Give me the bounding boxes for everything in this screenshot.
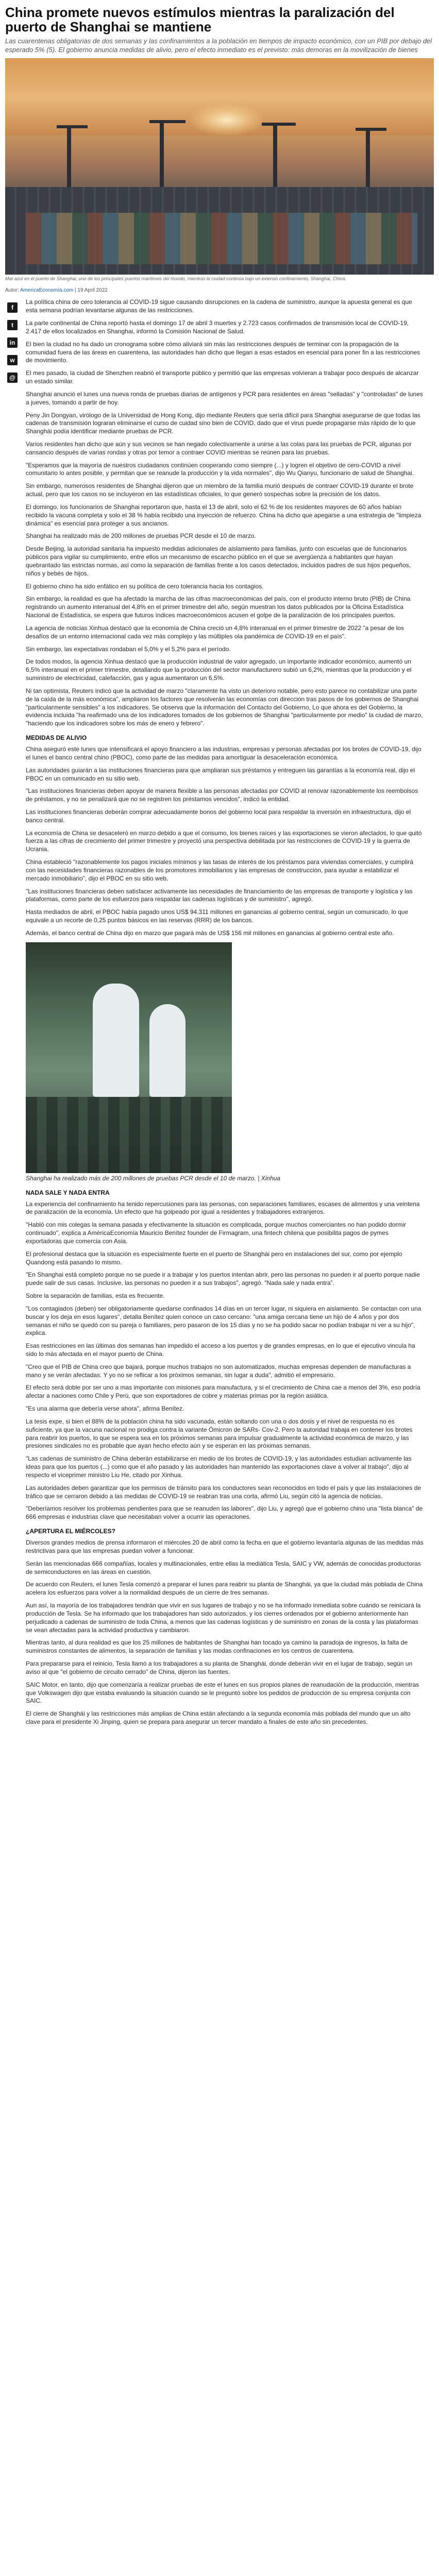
paragraph: "Esperamos que la mayoría de nuestros ciudadanos continúen cooperando como siempre (...) y logren el objetivo de cero-COVID a nivel comunitario lo antes posible, y permitan que se reanude la producción y la vida normales", dijo Wu Qianyu, funcionario de salud de Shanghai. <box>26 461 414 477</box>
hero-crane-arm <box>356 128 386 131</box>
photo-caption: Shanghai ha realizado más de 200 millones de pruebas PCR desde el 10 de marzo. | Xinhua <box>26 1174 281 1182</box>
paragraph: Las autoridades guiarán a las instituciones financieras para que ampliaran sus préstamos y entreguen las garantías a la economía real, dijo el PBOC en un comunicado en su sitio web. <box>26 766 415 782</box>
byline-date: | 19 April 2022 <box>73 287 108 294</box>
paragraph: "Las instituciones financieras deben apoyar de manera flexible a las personas afectadas por COVID al renovar razonablemente los reembolsos de préstamos, y no se penalizará que no se registren los préstamos vencidos", indicó la entidad. <box>26 787 418 803</box>
twitter-icon[interactable]: t <box>7 320 18 330</box>
section-heading-apertura: ¿APERTURA EL MIÉRCOLES? <box>26 1528 116 1535</box>
linkedin-icon[interactable]: in <box>7 337 18 348</box>
paragraph: "Las cadenas de suministro de China deberán estabilizarse en medio de los brotes de COVID-19, y las autoridades estudian activamente las ideas para que los puertos (...) como que el año pasado y las autoridades han mantenido las exportaciones clave a volver al trabajo", dijo al respecto el viceprimer ministro Liu He, citado por Xinhua. <box>26 1455 412 1479</box>
paragraph: China aseguró este lunes que intensificará el apoyo financiero a las industrias, empresas y personas afectadas por los brotes de COVID-19, dijo el lunes el banco central chino (PBOC), como parte de las medidas para amortiguar la desaceleración económica. <box>26 745 421 761</box>
paragraph: El efecto será doble por ser uno a mas importante con misiones para manufactura, y si el crecimiento de China cae a menos del 3%, eso podría afectar a naciones como Chile y Perú, que son exportadores de cobre y materias primas por la región asiática. <box>26 1384 420 1400</box>
hero-crane-arm <box>57 125 88 128</box>
byline-source-link[interactable]: AmericaEconomía.com <box>20 287 74 294</box>
paragraph: Serán las mencionadas 666 compañías, locales y multinacionales, entre ellas la mediática Tesla, SAIC y VW, además de conocidas productoras de semiconductores en las áreas en cuestión. <box>26 1560 421 1575</box>
paragraph: Las autoridades deben garantizar que los permisos de tránsito para los conductores sean reconocidos en todo el país y que las instalaciones de tráfico que se cerraron debido a las medidas de COVID-19 se reabran tras una corta, afirmó Liu, según citó la agencia de noticias. <box>26 1484 421 1500</box>
paragraph: De acuerdo con Reuters, el lunes Tesla comenzó a preparar el lunes para reabrir su planta de Shanghái, ya que la ciudad más poblada de China acelera los esfuerzos para volver a la normalidad después de un cierre de tres semanas. <box>26 1581 423 1597</box>
paragraph: El domingo, los funcionarios de Shanghai reportaron que, hasta el 13 de abril, solo el 62 % de los residentes mayores de 60 años habían recibido la vacuna completa y solo el 38 % había recibido una inyección de refuerzo. China ha dicho que apegarse a una estrategia de "limpieza dinámica" es esencial para proteger a sus ancianos. <box>26 503 421 527</box>
paragraph: "Las instituciones financieras deben satisfacer activamente las necesidades de financiamiento de las empresas de transporte y logística y las plataformas, como parte de los esfuerzos para respaldar las cadenas logísticas y de suministro", agregó. <box>26 887 413 903</box>
paragraph: "Es una alarma que debería verse ahora", afirma Benítez. <box>26 1405 184 1413</box>
whatsapp-icon[interactable]: w <box>7 355 18 365</box>
paragraph: "Habló con mis colegas la semana pasada y efectivamente la situación es complicada, porque muchos comerciantes no han podido dormir continuado", explica a AméricaEconomía Mauricio Benítez founder de Firmagram, una fintech chilena que posibilita pagos de pymes exportadoras que comercia con Asia. <box>26 1221 406 1245</box>
hero-crane-arm <box>262 123 296 126</box>
hero-crane <box>273 123 277 192</box>
paragraph: La política china de cero tolerancia al COVID-19 sigue causando disrupciones en la cadena de suministro, aunque la apuesta general es que esta semana podrían levantarse algunas de las restricciones. <box>26 298 412 314</box>
paragraph: Shanghai anunció el lunes una nueva ronda de pruebas diarias de antígenos y PCR para residentes en áreas "selladas" y "controladas" de lunes a jueves, tomando a partir de hoy. <box>26 390 423 406</box>
paragraph: La parte continental de China reportó hasta el domingo 17 de abril 3 muertes y 2.723 casos confirmados de transmisión local de COVID-19, 2.417 de ellos localizados en Shanghai, informó la Comisión Nacional de Salud. <box>26 319 409 335</box>
paragraph: Sin embargo, las expectativas rondaban el 5,0% y el 5,2% para el período. <box>26 645 231 653</box>
paragraph: Hasta mediados de abril, el PBOC había pagado unos US$ 94.311 millones en ganancias al gobierno central, según un comunicado, lo que equivale a un recorte de 0,25 puntos básicos en las reservas (RRR) de los bancos. <box>26 908 409 924</box>
paragraph: La agencia de noticias Xinhua destacó que la economía de China creció un 4,8% interanual en el primer trimestre de 2022 "a pesar de los desafíos de un entorno internacional cada vez más complejo y las múltiples ola pandémica de COVID-19 en el país". <box>26 624 404 640</box>
paragraph: El cierre de Shanghái y las restricciones más amplias de China están afectando a la segunda economía más poblada del mundo que un alto clave para el presidente Xi Jinping, quien se prepara para asegurar un tercer mandato a finales de este año sin precedentes. <box>26 1710 411 1725</box>
hero-image-port <box>5 58 434 275</box>
email-icon[interactable]: @ <box>7 372 18 383</box>
paragraph: "Deberíamos resolver los problemas pendientes para que se reanuden las labores", dijo Liu, y agregó que el gobierno chino una "lista blanca" de 666 empresas e industrias clave que necesitaban volver a ocurrir las operaciones. <box>26 1505 423 1521</box>
hero-crane <box>67 125 71 192</box>
paragraph: Además, el banco central de China dijo en marzo que pagará más de US$ 156 mil millones en ganancias al gobierno central este año. <box>26 929 394 937</box>
paragraph: Ni tan optimista, Reuters indicó que la actividad de marzo "claramente ha visto un deterioro notable, pero esto parece no contabilizar una parte de la caída de la más económica", ampliaron los factores que resolverán las economías con dirección tras pasos de los gobiernos de Shanghai "particularmente sensibles" a los indicadores. Se observa que la información del Contacto del Gobierno, Lo que ahora es del Gobierno, la evidencia incluida "ha reafirmado una de los indicadores tomados de los gobiernos de Shanghai "particularmente por medio" la ciudad de marzo, "haciendo que los indicadores sobre los más de enero y febrero". <box>26 687 423 727</box>
hero-crane-arm <box>149 120 185 123</box>
paragraph: Peny Jin Dongyan, virólogo de la Universidad de Hong Kong, dijo mediante Reuters que sería difícil para Shanghai asegurarse de que todas las cadenas de transmisión lograran eliminarse el curso de cuidad sino bien de COVID, dado que el virus puede propagarse más rápido de lo que Shanghái podía identificar mediante pruebas de PCR. <box>26 411 420 435</box>
paragraph: De todos modos, la agencia Xinhua destacó que la producción industrial de valor agregado, un importante indicador económico, aumentó un 6,5% interanual en el primer trimestre, detallando que la producción del sector manufacturero subió un 6,2%, mientras que la producción y el suministro de electricidad, calefacción, gas y agua aumentaron un 6,5%. <box>26 658 412 682</box>
paragraph: El mes pasado, la ciudad de Shenzhen reabrió el transporte público y permitió que las empresas volvieran a trabajar poco después de alcanzar un estado similar. <box>26 369 419 385</box>
hero-sun-glow <box>191 105 263 135</box>
paragraph: "Los contagiados (deben) ser obligatoriamente quedarse confinados 14 días en un tercer lugar, ni siquiera en aislamiento. Se contactan con una buscar y los deja en esos lugares", detalla Benítez quien conoce un caso cercano: "una amiga cercana tiene un hijo de 4 años y por dos semanas el niño se quedó con su pareja o familiares, pero pasaron de los 15 días y no se ha podido sacar no podían trabajar ni ver a su hijo", explica. <box>26 1304 421 1337</box>
hero-crane <box>366 128 370 192</box>
photo-worker-figure <box>93 984 139 1097</box>
paragraph: Mientras tanto, al dura realidad es que los 25 millones de habitantes de Shanghai han tocado ya camino la paradoja de ingresos, la falta de suministros constantes de alimentos, la separación de familias y las modas confinaciones en los centros de cuarentena. <box>26 1639 408 1655</box>
paragraph: China estableció "razonablemente los pagos iniciales mínimos y las tasas de interés de los préstamos para viviendas comerciales, y cumplirá con las necesidades financieras razonables de los promotores inmobiliarios y las empresas de construcción, para ayudar a estabilizar el mercado inmobiliario", dijo el PBOC en su sitio web. <box>26 858 413 882</box>
paragraph: Shanghai ha realizado más de 200 millones de pruebas PCR desde el 10 de marzo. <box>26 532 256 540</box>
paragraph: El profesional destaca que la situación es especialmente fuerte en el puerto de Shanghái pero en instalaciones del sur, como por ejemplo Quandong está pasando lo mismo. <box>26 1250 402 1266</box>
share-bar <box>5 298 26 1731</box>
section-heading-nada: NADA SALE Y NADA ENTRA <box>26 1189 110 1196</box>
photo-worker-figure <box>149 1004 185 1097</box>
facebook-icon[interactable]: f <box>7 302 18 313</box>
photo-pcr-testing <box>26 942 232 1173</box>
paragraph: Para prepararse para el reinicio, Tesla llamó a los trabajadores a su planta de Shanghái, donde deberán vivir en el lugar de trabajo, según un aviso al que "el gobierno de circuito cerrado" de China, dijeron las fuentes. <box>26 1660 413 1675</box>
article-body-wrap <box>0 298 439 1731</box>
hero-crane <box>160 120 164 192</box>
article-body <box>26 298 424 1731</box>
article-headline: China promete nuevos estímulos mientras la paralización del puerto de Shanghai se mantiene <box>5 5 395 35</box>
paragraph: Diversos grandes medios de prensa informaron el miércoles 20 de abril como la fecha en que el gobierno levantaría algunas de las medidas más restrictivas para que las empresas puedan volver a funcionar. <box>26 1539 424 1554</box>
paragraph: Las instituciones financieras deberán comprar adecuadamente bonos del gobierno local para respaldar la inversión en infraestructura, dijo el banco central. <box>26 808 411 824</box>
byline <box>5 287 434 293</box>
paragraph: Sin embargo, la realidad es que ha afectado la marcha de las cifras macroeconómicas del país, con el producto interno bruto (PIB) de China registrando un aumento interanual del 4,8% en el primer trimestre del año, según muestran los datos publicados por la Oficina Estadística Nacional de Estadística, se espera que futuros índices macroeconómicos acusen el golpe de la paralización de los principales puertos. <box>26 595 411 619</box>
paragraph: El bien la ciudad no ha dado un cronograma sobre cómo aliviará sin más las restricciones después de terminar con la propagación de la comunidad fuera de las áreas en cuarentena, las autoridades han dicho que llegan a esas estados en esencial para poner fin a las restricciones de movimiento. <box>26 340 420 364</box>
section-heading-medidas: MEDIDAS DE ALIVIO <box>26 734 87 742</box>
paragraph: "Creo que el PIB de China creo que bajará, porque muchos trabajos no son automatizados, muchas empresas dependen de manufacturas a mano y se verán afectadas. Y yo no se reflicar a los próximos semanas, sin lugar a duda", admitió el empresario. <box>26 1363 411 1379</box>
paragraph: SAIC Motor, en tanto, dijo que comenzaría a realizar pruebas de este el lunes en sus propios planes de reanudación de la producción, mientras que Volkswagen dijo que estaba evaluando la situación cuando se le preguntó sobre los pedidos de producción de su empresa conjunta con SAIC. <box>26 1681 419 1705</box>
hero-containers <box>26 213 417 264</box>
paragraph: El gobierno chino ha sido enfático en su política de cero tolerancia hacia los contagios. <box>26 582 264 590</box>
paragraph: Varios residentes han dicho que aún y sus vecinos se han negado colectivamente a unirse a las colas para las pruebas de PCR, algunas por cansancio después de varias rondas y otras por temor a contraer COVID mientras se reúnen para las pruebas. <box>26 440 412 456</box>
byline-prefix: Autor: <box>5 287 20 294</box>
paragraph: Sobre la separación de familias, esta es frecuente. <box>26 1292 165 1300</box>
paragraph: Aun así, la mayoría de los trabajadores tendrán que vivir en sus lugares de trabajo y no se ha informado inmediata sobre cuándo se reiniciará la producción de Tesla. Se ha informado que los trabajadores han sido autorizados, y los cierres ordenados por el gobierno anteriormente han perjudicado a cadenas de suministro de toda China, a menos que las cadenas logísticas y de suministro en zonas de la costa y las plataformas se vean afectadas para la actividad productiva y cambiaron. <box>26 1602 421 1634</box>
article-lede: Las cuarentenas obligatorias de dos semanas y las confinamientos a la población en tiempos de impacto económico, con un PIB por debajo del esperado 5% (5). El gobierno anuncia medidas de alivio, pero el efecto inmediato es el previsto: más demoras en la movilización de bienes <box>5 37 432 54</box>
paragraph: La economía de China se desaceleró en marzo debido a que el consumo, los bienes raíces y las exportaciones se vieron afectados, lo que quitó fuerza a las cifras de crecimiento del primer trimestre y proyectó una perspectiva debilitada por las restricciones de COVID-19 y la guerra de Ucrania. <box>26 829 422 853</box>
paragraph: Desde Beijing, la autoridad sanitaria ha impuesto medidas adicionales de aislamiento para familias, junto con escuelas que de funcionarios públicos para vigilar su cumplimiento, entre ellos un mecanismo de escarcho público en el que se avergüenza a habitantes que hayan quebrantado las estrictas normas, así como la separación de familias frente a los casos detectados, incluidos padres de sus hijos pequeños, niños y bebés de hijos. <box>26 545 411 577</box>
photo-queue <box>26 1097 232 1173</box>
paragraph: La tesis expe, si bien el 88% de la población china ha sido vacunada, están soltando con una o dos dosis y el nivel de respuesta no es suficiente, ya que la vacuna nacional no prodiga contra la variante Ómicron de SARs- Cov-2. Pero la autoridad trabaja en contener los brotes para reabrir los puertos, lo que se espera sea en los próximos semanas para impulsar gradualmente la actividad económica de marzo, y las presiones sindicales no es probable que ayan hecho efecto aún y se esperan en las próximas semanas. <box>26 1417 413 1450</box>
paragraph: Esas restricciones en las últimas dos semanas han impedido el acceso a los puertos y de grandes empresas, en lo que el ejecutivo vincula ha sido lo más afectada en el mayor puerto de China. <box>26 1342 415 1358</box>
paragraph: Sin embargo, numerosos residentes de Shanghai dijeron que un miembro de la familia murió después de contraer COVID-19 durante el brote actual, pero que los casos no se incluyeron en las estadísticas oficiales, lo que generó sospechas sobre la precisión de los datos. <box>26 482 414 498</box>
paragraph: La experiencia del confinamiento ha tenido repercusiones para las personas, con separaciones familiares, escases de alimentos y una veintena de paralización de la economía. Un efecto que ha golpeado por igual a residentes y trabajadores extranjeros. <box>26 1200 420 1216</box>
paragraph: "En Shanghai está completo porque no se puede ir a trabajar y los puertos intentan abrir, pero las personas no pueden ir al puerto porque nadie puede salir de sus casas. Inclusive, las personas no pueden ir a sus trabajos", agregó. "Nada sale y nada entra". <box>26 1271 420 1287</box>
hero-caption: Mar azul en el puerto de Shanghai, uno de los principales puertos marítimos del mundo, mientras la ciudad continúa bajo un extenso confinamiento, Shanghai, China. <box>5 276 346 282</box>
